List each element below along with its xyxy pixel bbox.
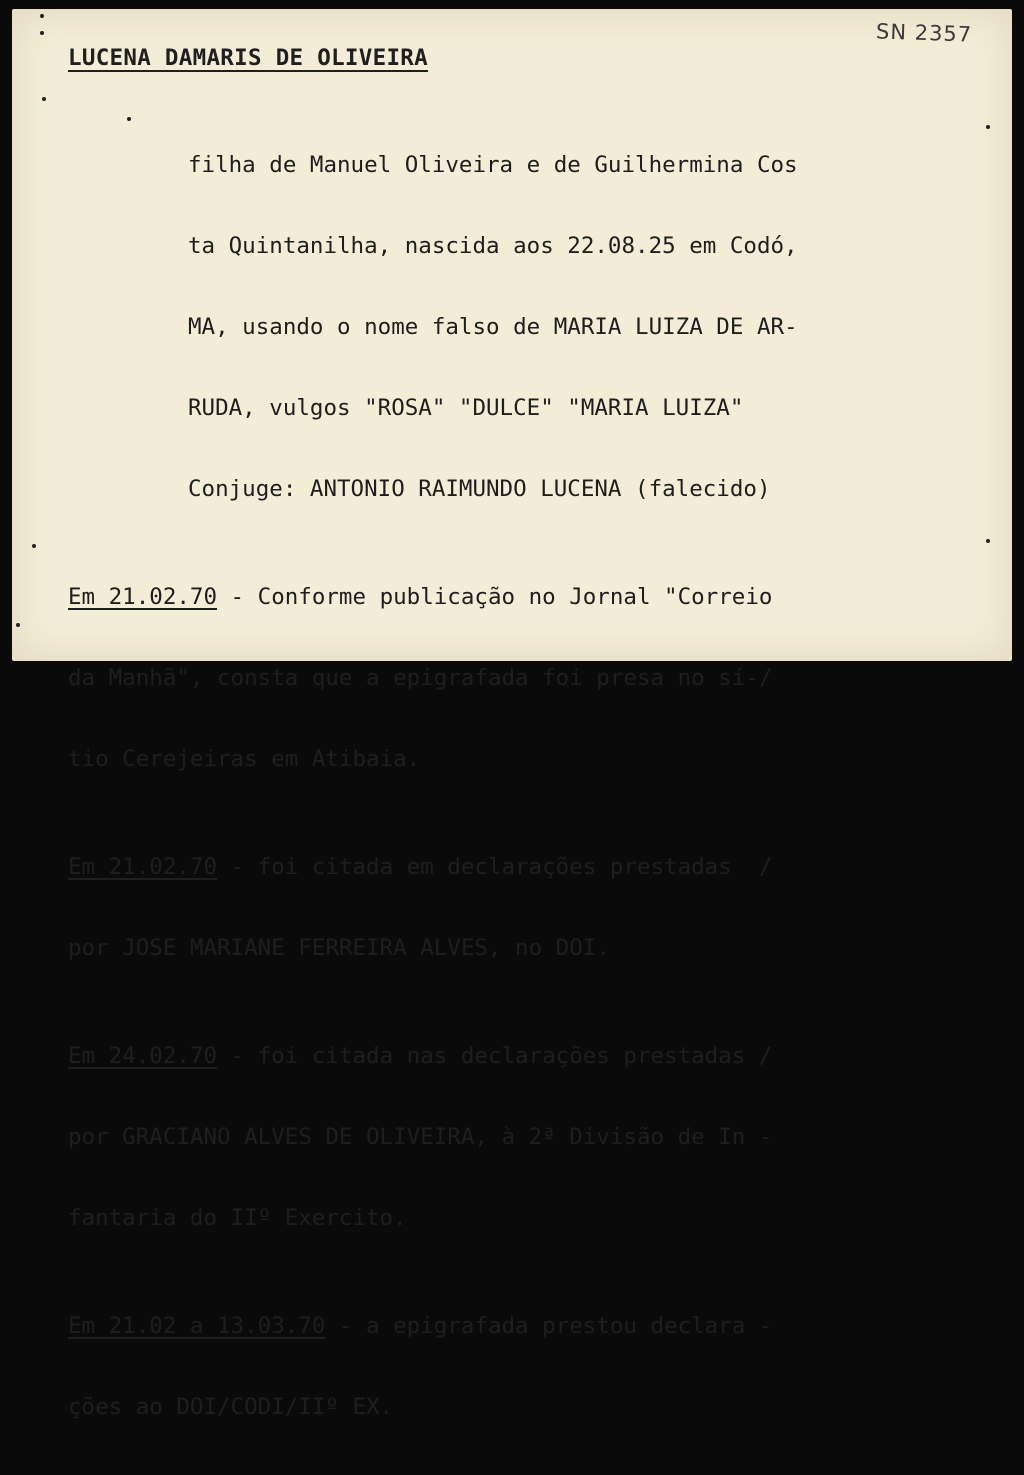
entry-line: por GRACIANO ALVES DE OLIVEIRA, à 2ª Divisão de In -	[68, 1124, 773, 1150]
record-title: LUCENA DAMARIS DE OLIVEIRA	[68, 45, 428, 71]
paper-speck	[40, 31, 44, 35]
entry-date: Em 24.02.70	[68, 1043, 218, 1069]
entry-line	[68, 854, 998, 881]
intro-line: filha de Manuel Oliveira e de Guilhermina Cos	[188, 152, 798, 178]
paper-speck	[32, 544, 36, 548]
paper-speck	[127, 117, 131, 121]
entry-line	[68, 1313, 998, 1340]
paper-speck	[40, 14, 44, 18]
paper-speck	[42, 97, 46, 101]
archive-code: SN 2357	[875, 19, 973, 47]
entry-date: Em 21.02.70	[68, 584, 218, 610]
entry-text: - Conforme publicação no Jornal "Correio	[217, 584, 773, 610]
entry-line: ções ao DOI/CODI/IIº EX.	[68, 1394, 394, 1420]
intro-line: ta Quintanilha, nascida aos 22.08.25 em Codó,	[188, 233, 798, 259]
spouse-line: Conjuge: ANTONIO RAIMUNDO LUCENA (falecido)	[188, 476, 771, 502]
record-card	[12, 9, 1012, 1420]
entry-line	[68, 584, 998, 611]
entry-date: Em 21.02 a 13.03.70	[68, 1313, 326, 1339]
entry-text: - foi citada nas declarações prestadas /	[217, 1043, 773, 1069]
entry-line: por JOSE MARIANE FERREIRA ALVES, no DOI.	[68, 935, 610, 961]
paper-speck	[16, 623, 20, 627]
paper-speck	[986, 539, 990, 543]
intro-line: RUDA, vulgos "ROSA" "DULCE" "MARIA LUIZA"	[188, 395, 744, 421]
entry-line: fantaria do IIº Exercito.	[68, 1205, 407, 1231]
intro-line: MA, usando o nome falso de MARIA LUIZA DE AR-	[188, 314, 798, 340]
entry-line: da Manhã", consta que a epigrafada foi presa no sí-/	[68, 665, 773, 691]
entry-line: tio Cerejeiras em Atibaia.	[68, 746, 421, 772]
paper-speck	[986, 125, 990, 129]
entry-text: - foi citada em declarações prestadas /	[217, 854, 773, 880]
entry-line	[68, 1043, 998, 1070]
entry-text: - a epigrafada prestou declara -	[325, 1313, 773, 1339]
record-body	[68, 98, 998, 1475]
entry-date: Em 21.02.70	[68, 854, 218, 880]
